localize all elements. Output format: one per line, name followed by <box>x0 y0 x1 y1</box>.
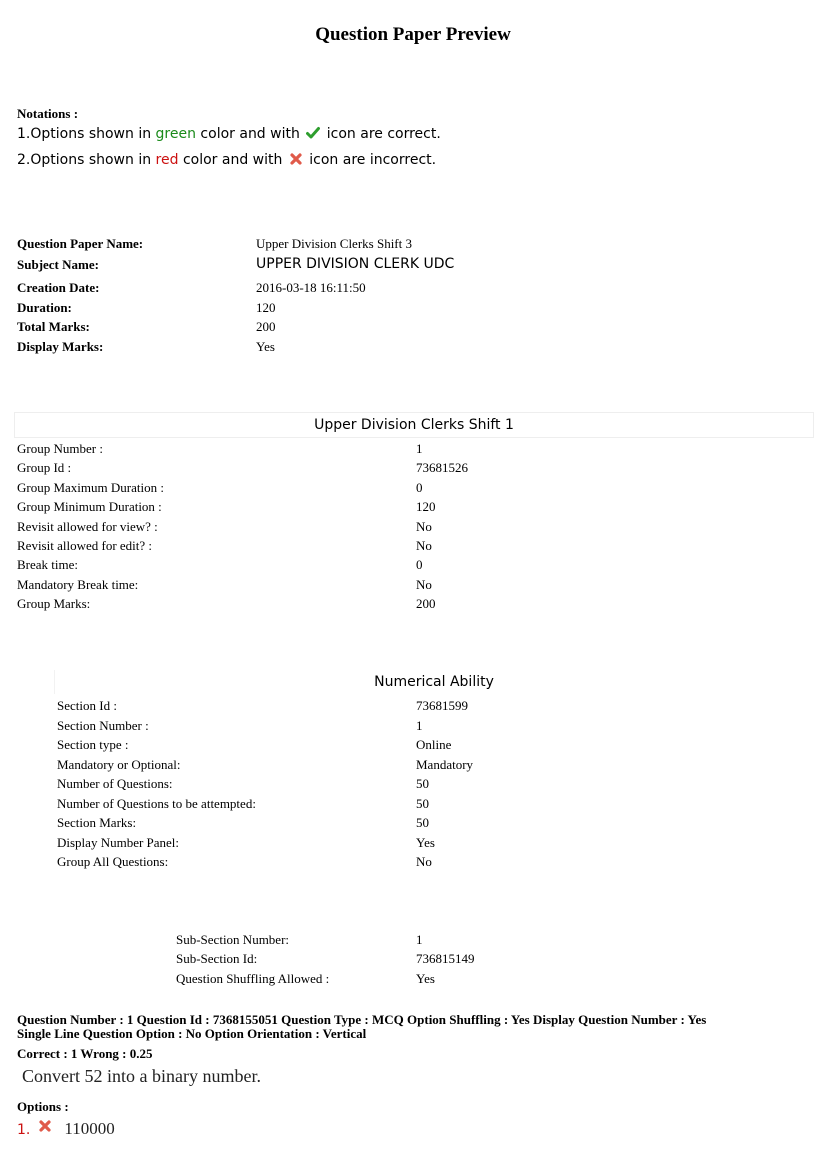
group-row-value: No <box>416 538 432 553</box>
subsection-row-label: Sub-Section Number: <box>176 932 290 947</box>
meta-label: Display Marks: <box>17 339 104 354</box>
section-row-label: Section Number : <box>57 718 149 733</box>
page-title: Question Paper Preview <box>315 24 511 45</box>
meta-value: 2016-03-18 16:11:50 <box>256 280 366 295</box>
section-row-label: Mandatory or Optional: <box>57 757 181 772</box>
group-row-label: Mandatory Break time: <box>17 577 139 592</box>
checkmark-icon <box>306 126 320 140</box>
section-row-value: Mandatory <box>416 757 474 772</box>
group-row-value: 120 <box>416 499 436 514</box>
section-row-label: Section Id : <box>57 698 117 713</box>
notation-text: color and with <box>178 152 287 168</box>
group-row-label: Break time: <box>17 557 79 572</box>
option-item <box>17 1119 115 1139</box>
notations-heading: Notations : <box>17 106 79 121</box>
question-marks: Correct : 1 Wrong : 0.25 <box>17 1046 153 1061</box>
section-row-label: Display Number Panel: <box>57 835 180 850</box>
group-row-value: 0 <box>416 557 423 572</box>
options-label: Options : <box>17 1099 69 1114</box>
section-row-value: 73681599 <box>416 698 468 713</box>
group-row-label: Group Maximum Duration : <box>17 480 164 495</box>
question-meta-line2: Single Line Question Option : No Option Orientation : Vertical <box>17 1026 367 1041</box>
group-row-value: 200 <box>416 596 436 611</box>
subsection-row-label: Sub-Section Id: <box>176 951 258 966</box>
group-row-value: 73681526 <box>416 460 468 475</box>
subsection-row-value: 1 <box>416 932 423 947</box>
section-row-value: No <box>416 854 432 869</box>
notation-green-word: green <box>155 126 196 142</box>
group-row-label: Revisit allowed for view? : <box>17 519 158 534</box>
group-row-label: Group Minimum Duration : <box>17 499 162 514</box>
section-row-label: Section type : <box>57 737 129 752</box>
section-row-value: 50 <box>416 776 429 791</box>
meta-label: Duration: <box>17 300 72 315</box>
group-row-value: No <box>416 577 432 592</box>
section-row-value: 1 <box>416 718 423 733</box>
meta-value: Yes <box>256 339 275 354</box>
meta-label: Subject Name: <box>17 257 99 272</box>
section-row-value: 50 <box>416 796 429 811</box>
notation-text: 2.Options shown in <box>17 152 156 168</box>
group-row-label: Revisit allowed for edit? : <box>17 538 153 553</box>
group-row-label: Group Number : <box>17 441 103 456</box>
option-text: 110000 <box>64 1119 115 1138</box>
meta-value: 120 <box>256 300 276 315</box>
group-row-value: 0 <box>416 480 423 495</box>
cross-icon <box>289 152 303 166</box>
meta-value: Upper Division Clerks Shift 3 <box>256 236 412 251</box>
meta-label: Total Marks: <box>17 319 90 334</box>
notation-text: color and with <box>195 126 305 142</box>
meta-value: UPPER DIVISION CLERK UDC <box>256 256 455 272</box>
section-row-value: Yes <box>416 835 435 850</box>
notation-correct <box>17 126 441 142</box>
meta-label: Creation Date: <box>17 280 100 295</box>
section-row-label: Group All Questions: <box>57 854 169 869</box>
group-header: Upper Division Clerks Shift 1 <box>14 412 814 438</box>
section-row-label: Number of Questions to be attempted: <box>57 796 256 811</box>
section-row-value: Online <box>416 737 452 752</box>
notation-text: icon are incorrect. <box>304 152 437 168</box>
group-row-value: No <box>416 519 432 534</box>
group-row-label: Group Id : <box>17 460 72 475</box>
option-number: 1. <box>17 1122 31 1138</box>
notation-text: 1.Options shown in <box>17 126 156 142</box>
notation-incorrect <box>17 152 436 168</box>
group-row-label: Group Marks: <box>17 596 91 611</box>
meta-value: 200 <box>256 319 276 334</box>
subsection-row-label: Question Shuffling Allowed : <box>176 971 330 986</box>
notation-red-word: red <box>155 152 179 168</box>
subsection-row-value: Yes <box>416 971 435 986</box>
notation-text: icon are correct. <box>322 126 441 142</box>
question-meta-line1: Question Number : 1 Question Id : 7368155051 Question Type : MCQ Option Shuffling : Yes Display Question Number : Yes <box>17 1012 707 1027</box>
question-text: Convert 52 into a binary number. <box>22 1066 261 1086</box>
group-row-value: 1 <box>416 441 423 456</box>
section-row-label: Section Marks: <box>57 815 137 830</box>
section-row-label: Number of Questions: <box>57 776 173 791</box>
subsection-row-value: 736815149 <box>416 951 475 966</box>
meta-label: Question Paper Name: <box>17 236 144 251</box>
section-header: Numerical Ability <box>54 670 813 694</box>
cross-icon <box>38 1119 52 1133</box>
section-row-value: 50 <box>416 815 429 830</box>
